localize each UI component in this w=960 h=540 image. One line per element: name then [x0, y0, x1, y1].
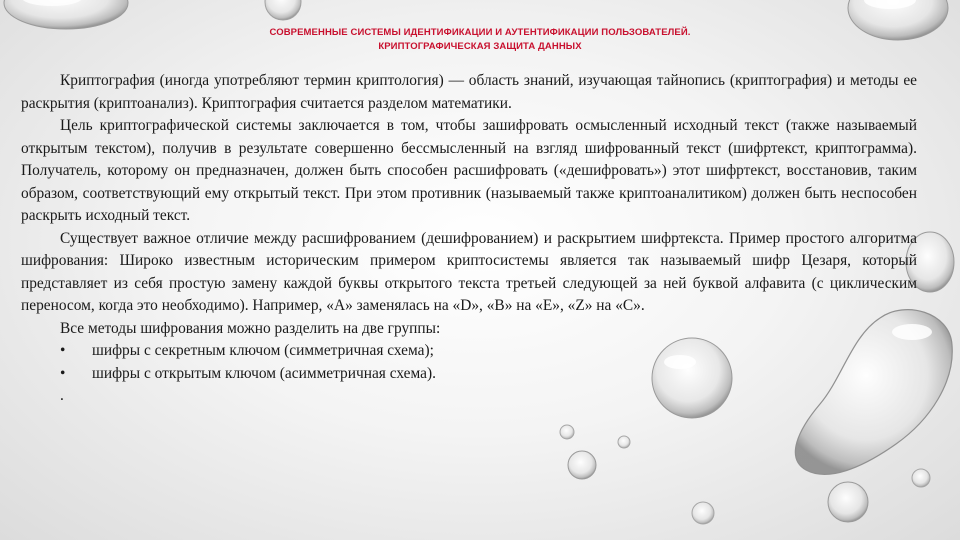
- drop-bottom-far-right: [912, 469, 930, 487]
- slide-title-line-1: СОВРЕМЕННЫЕ СИСТЕМЫ ИДЕНТИФИКАЦИИ И АУТЕНТИФИКАЦИИ ПОЛЬЗОВАТЕЛЕЙ.: [269, 27, 691, 38]
- slide-body: [21, 70, 917, 408]
- list-item-symmetric: [21, 340, 917, 363]
- list-item-text: шифры с секретным ключом (симметричная схема);: [92, 342, 434, 359]
- drop-small-1: [568, 451, 596, 479]
- trailing-dot: .: [60, 387, 64, 404]
- drop-small-2: [560, 425, 574, 439]
- bullet-marker: •: [60, 364, 66, 382]
- paragraph-goal: Цель криптографической системы заключается в том, чтобы зашифровать осмысленный исходный текст (также называемый открытым текстом), получив в результате совершенно бессмысленный на взгляд шифрованный текст (шифртекст, криптограмма). Получатель, которому он предназначен, должен быть способен расшифровать («дешифровать») этот шифртекст, восстановив, таким образом, соответствующий ему открытый текст. При этом противник (называемый также криптоаналитиком) должен быть неспособен раскрыть исходный текст.: [21, 117, 917, 224]
- paragraph-groups-intro: Все методы шифрования можно разделить на две группы:: [60, 319, 441, 337]
- drop-bottom-right: [828, 482, 868, 522]
- slide-title: [140, 26, 820, 54]
- drop-top-left: [4, 0, 128, 29]
- drop-bottom-mid: [692, 502, 714, 524]
- drop-small-3: [618, 436, 630, 448]
- paragraph-definition: Криптография (иногда употребляют термин криптология) — область знаний, изучающая тайнопись (криптография) и методы ее раскрытия (криптоанализ). Криптография считается разделом математики.: [21, 72, 917, 112]
- drop-top-right: [848, 0, 948, 40]
- bullet-marker: •: [60, 342, 66, 359]
- list-item-asymmetric: [21, 363, 917, 386]
- paragraph-caesar-example: Существует важное отличие между расшифрованием (дешифрованием) и раскрытием шифртекста. Пример простого алгоритма шифрования: Широко известным историческим примером криптосистемы является так называемый шифр Цезаря, который представляет из себя простую замену каждой буквы открытого текста третьей следующей за ней буквой алфавита (с циклическим переносом, когда это необходимо). Например, «А» заменялась на «D», «В» на «Е», «Z» на «C».: [21, 229, 917, 314]
- drop-top-mid: [265, 0, 301, 20]
- slide-title-line-2: КРИПТОГРАФИЧЕСКАЯ ЗАЩИТА ДАННЫХ: [378, 41, 582, 52]
- list-item-text: шифры с открытым ключом (асимметричная схема).: [92, 364, 436, 382]
